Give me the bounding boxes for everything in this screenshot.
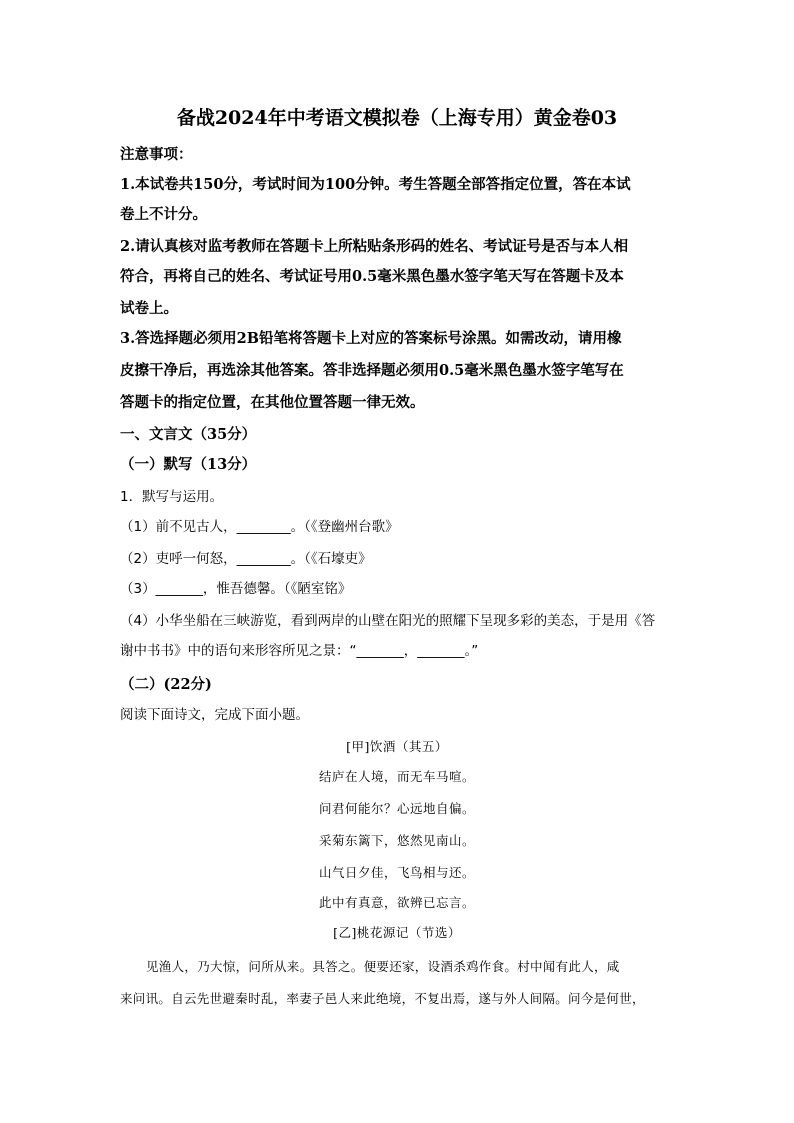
poem-line: 问君何能尔？心远地自偏。: [318, 801, 475, 816]
prose-line: 来问讯。自云先世避秦时乱，率妻子邑人来此绝境，不复出焉，遂与外人间隔。问今是何世，: [120, 991, 645, 1006]
poem-line: 采菊东篱下，悠然见南山。: [318, 833, 475, 848]
question-item: 谢中书书》中的语句来形容所见之景：“_______，_______。”: [120, 643, 479, 659]
notice-line: 答题卡的指定位置，在其他位置答题一律无效。: [120, 394, 425, 411]
notice-line: 3.答选择题必须用2B铅笔将答题卡上对应的答案标号涂黑。如需改动，请用橡: [120, 330, 622, 347]
subsection-heading: （一）默写（13分）: [120, 456, 257, 473]
question-title: 1．默写与运用。: [120, 489, 224, 505]
prose-line: 见渔人，乃大惊，问所从来。具答之。便要还家，设酒杀鸡作食。村中闻有此人，咸: [146, 959, 620, 974]
question-item: （2）吏呼一何怒，________。（《石壕吏》: [120, 551, 372, 567]
question-item: （3）_______，惟吾德馨。（《陋室铭》: [120, 581, 352, 597]
poem-title: [甲]饮酒（其五）: [346, 739, 448, 754]
question-item: （1）前不见古人，________。（《登幽州台歌》: [120, 519, 399, 535]
notice-line: 2.请认真核对监考教师在答题卡上所粘贴条形码的姓名、考试证号是否与本人相: [120, 238, 629, 255]
page-title: 备战2024年中考语文模拟卷（上海专用）黄金卷03: [176, 107, 618, 129]
notice-line: 1.本试卷共150分，考试时间为100分钟。考生答题全部答指定位置，答在本试: [120, 176, 631, 193]
subsection-heading: （二）(22分): [120, 676, 212, 693]
notice-line: 符合，再将自己的姓名、考试证号用0.5毫米黑色墨水签字笔天写在答题卡及本: [120, 268, 624, 285]
section-heading: 一、文言文（35分）: [120, 426, 257, 443]
prose-title: [乙]桃花源记（节选）: [333, 925, 461, 940]
poem-line: 结庐在人境，而无车马喧。: [318, 769, 475, 784]
question-item: （4）小华坐船在三峡游览，看到两岸的山壁在阳光的照耀下呈现多彩的美态，于是用《答: [120, 613, 656, 629]
poem-line: 此中有真意，欲辨已忘言。: [318, 895, 475, 910]
notice-line: 试卷上。: [120, 300, 178, 317]
notice-line: 皮擦干净后，再选涂其他答案。答非选择题必须用0.5毫米黑色墨水签字笔写在: [120, 362, 624, 379]
poem-line: 山气日夕佳，飞鸟相与还。: [318, 865, 475, 880]
notice-heading: 注意事项：: [120, 146, 193, 163]
notice-line: 卷上不计分。: [120, 206, 207, 223]
reading-instruction: 阅读下面诗文，完成下面小题。: [120, 707, 309, 723]
